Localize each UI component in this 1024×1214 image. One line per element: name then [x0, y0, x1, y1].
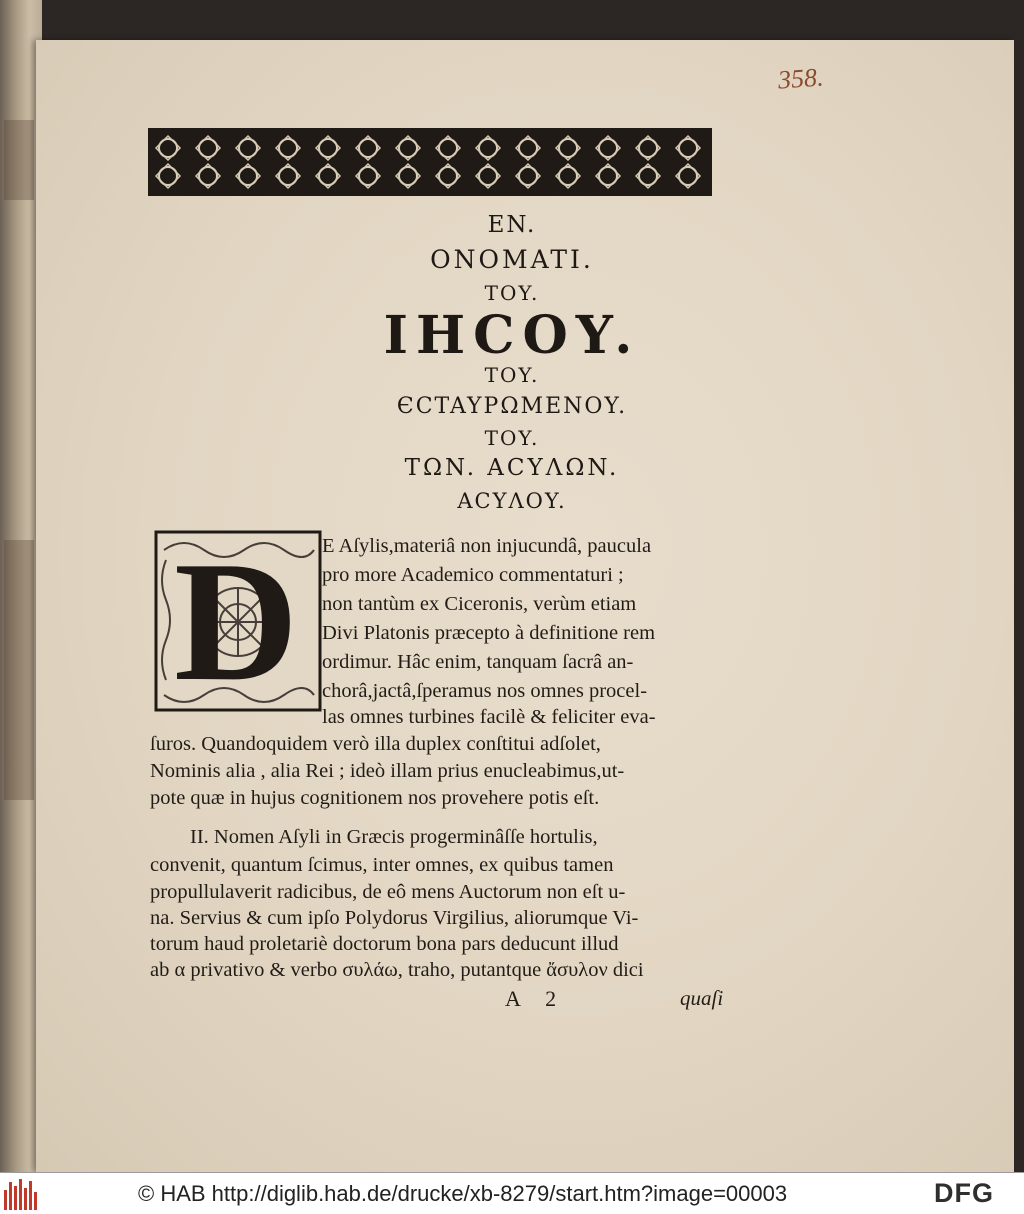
title-line-asulou: ACYΛOY.: [457, 489, 567, 513]
hab-logo-icon: [2, 1177, 42, 1210]
ornamental-headpiece: [148, 128, 712, 196]
text-line: convenit, quantum ſcimus, inter omnes, ex quibus tamen: [150, 854, 614, 876]
text-line: na. Servius & cum ipſo Polydorus Virgilius, aliorumque Vi-: [150, 907, 639, 929]
title-line-estaurmenou: ЄCTAYPΩMENOY.: [396, 394, 628, 419]
title-line-tou: TOY.: [484, 426, 540, 450]
decorated-initial: [154, 527, 322, 717]
catchword: quaſi: [680, 986, 724, 1010]
title-line-en: EN.: [487, 212, 537, 238]
initial-letter: D: [174, 527, 299, 717]
citation-link[interactable]: © HAB http://diglib.hab.de/drucke/xb-8279/start.htm?image=00003: [138, 1181, 788, 1206]
text-line: ab α privativo & verbo συλάω, traho, putantque ἄσυλον dici: [150, 959, 644, 981]
signature-mark: A 2: [505, 986, 567, 1011]
text-line: non tantùm ex Ciceronis, verùm etiam: [322, 593, 637, 615]
text-line: chorâ,jactâ,ſperamus nos omnes procel-: [322, 680, 648, 702]
title-line-onomati: ONOMATI.: [430, 245, 594, 274]
title-line-ihsou: IHCOY.: [383, 305, 641, 366]
text-line: ordimur. Hâc enim, tanquam ſacrâ an-: [322, 651, 634, 673]
text-line: las omnes turbines facilè & feliciter eva-: [322, 706, 656, 728]
text-line: E Aſylis,materiâ non injucundâ, paucula: [322, 535, 652, 557]
text-line: II. Nomen Aſyli in Græcis progerminâſſe hortulis,: [190, 826, 598, 848]
title-line-tou: TOY.: [484, 363, 540, 387]
text-line: Nominis alia , alia Rei ; ideò illam prius enucleabimus,ut-: [150, 760, 625, 782]
title-line-tou: TOY.: [484, 281, 540, 305]
text-line: pote quæ in hujus cognitionem nos provehere potis eſt.: [150, 787, 600, 809]
folio-number: 358.: [777, 62, 825, 95]
credit-bar: [0, 1172, 1024, 1214]
title-line-ton-asulon: TΩN. ACYΛΩN.: [404, 455, 620, 481]
text-line: pro more Academico commentaturi ;: [322, 564, 624, 586]
text-line: ſuros. Quandoquidem verò illa duplex conſtitui adſolet,: [150, 733, 601, 755]
dfg-logo: DFG: [934, 1178, 994, 1208]
text-line: torum haud proletariè doctorum bona pars deducunt illud: [150, 933, 619, 955]
text-line: propullulaverit radicibus, de eô mens Auctorum non eſt u-: [150, 881, 626, 903]
text-line: Divi Platonis præcepto à definitione rem: [322, 622, 656, 644]
